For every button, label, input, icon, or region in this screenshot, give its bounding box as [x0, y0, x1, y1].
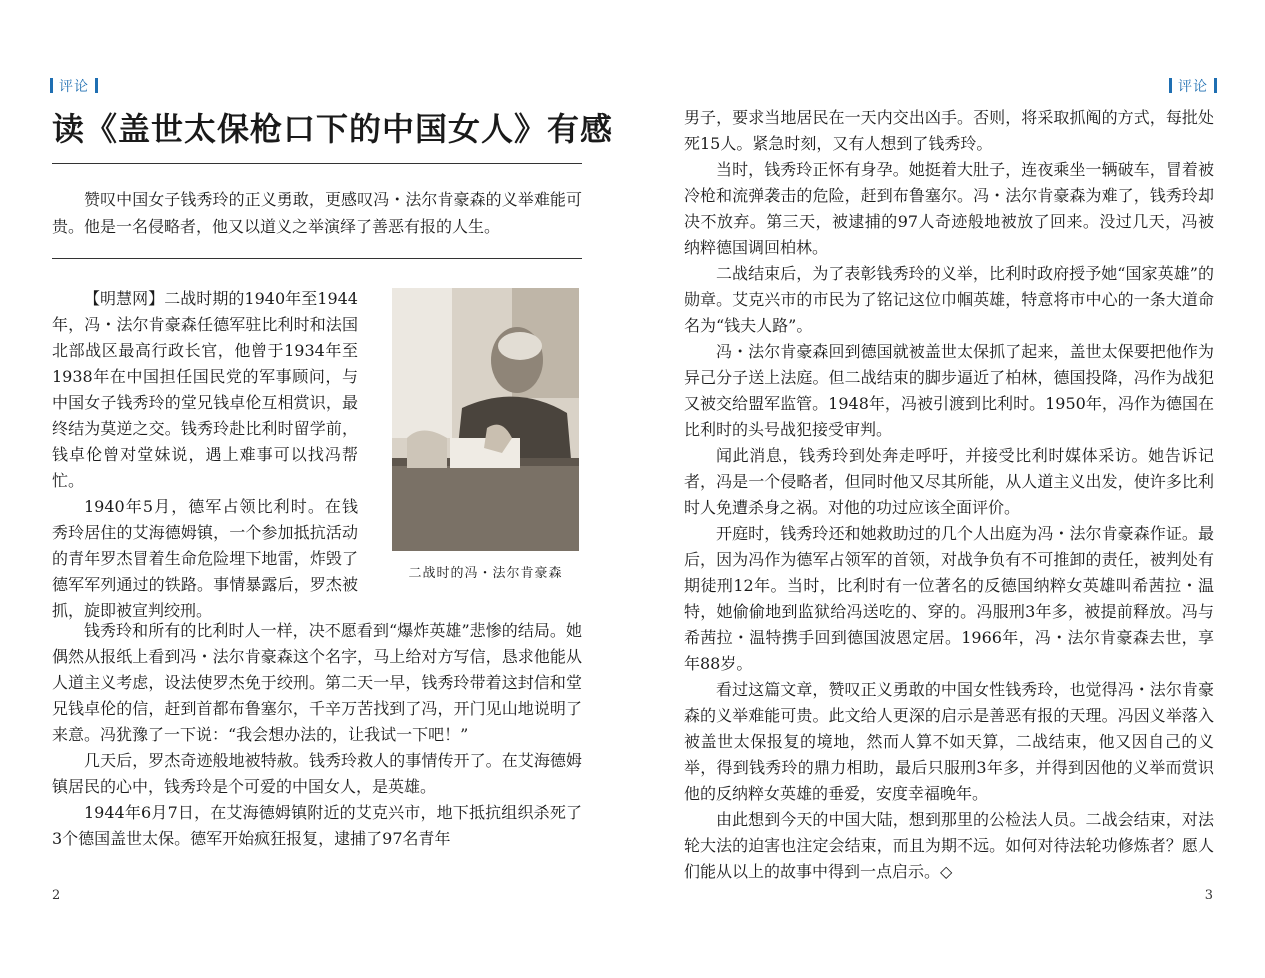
- body-paragraph: 闻此消息，钱秀玲到处奔走呼吁，并接受比利时媒体采访。她告诉记者，冯是一个侵略者，但同时他又尽其所能，从人道主义出发，使许多比利时人免遭杀身之祸。对他的功过应该全面评价。: [684, 446, 1214, 517]
- body-paragraph: 男子，要求当地居民在一天内交出凶手。否则，将采取抓阄的方式，每批处死15人。紧急时刻，又有人想到了钱秀玲。: [684, 108, 1214, 153]
- lead-summary: [52, 186, 582, 240]
- body-paragraph: 当时，钱秀玲正怀有身孕。她挺着大肚子，连夜乘坐一辆破车，冒着被冷枪和流弹袭击的危险，赶到布鲁塞尔。冯・法尔肯豪森为难了，钱秀玲却决不放弃。第三天，被逮捕的97人奇迹般地被放了回来。没过几天，冯被纳粹德国调回柏林。: [684, 160, 1214, 257]
- section-label: 评论: [59, 79, 89, 95]
- photo-figure: [392, 288, 579, 581]
- body-paragraph: 【明慧网】二战时期的1940年至1944年，冯・法尔肯豪森任德军驻比利时和法国北部战区最高行政长官，他曾于1934年至1938年在中国担任国民党的军事顾问，与中国女子钱秀玲的堂兄钱卓伦互相赏识，最终结为莫逆之交。钱秀玲赴比利时留学前，钱卓伦曾对堂妹说，遇上难事可以找冯帮忙。: [52, 289, 358, 490]
- body-paragraph: 几天后，罗杰奇迹般地被特赦。钱秀玲救人的事情传开了。在艾海德姆镇居民的心中，钱秀玲是个可爱的中国女人，是英雄。: [52, 751, 582, 796]
- body-paragraph: 冯・法尔肯豪森回到德国就被盖世太保抓了起来，盖世太保要把他作为异己分子送上法庭。但二战结束的脚步逼近了柏林，德国投降，冯作为战犯又被交给盟军监管。1948年，冯被引渡到比利时。1950年，冯作为德国在比利时的头号战犯接受审判。: [684, 342, 1214, 439]
- article-title: 读《盖世太保枪口下的中国女人》有感: [52, 110, 614, 148]
- body-paragraph: 1940年5月，德军占领比利时。在钱秀玲居住的艾海德姆镇，一个参加抵抗活动的青年罗杰冒着生命危险埋下地雷，炸毁了德军军列通过的铁路。事情暴露后，罗杰被抓，旋即被宣判绞刑。: [52, 497, 358, 620]
- body-column-right: [684, 105, 1214, 885]
- body-paragraph: 由此想到今天的中国大陆，想到那里的公检法人员。二战会结束，对法轮大法的迫害也注定会结束，而且为期不远。如何对待法轮功修炼者？愿人们能从以上的故事中得到一点启示。◇: [684, 810, 1214, 881]
- body-paragraph: 钱秀玲和所有的比利时人一样，决不愿看到“爆炸英雄”悲惨的结局。她偶然从报纸上看到冯・法尔肯豪森这个名字，马上给对方写信，恳求他能从人道主义考虑，设法使罗杰免于绞刑。第二天一早，钱秀玲带着这封信和堂兄钱卓伦的信，赶到首都布鲁塞尔，千辛万苦找到了冯，开门见山地说明了来意。冯犹豫了一下说：“我会想办法的，让我试一下吧！”: [52, 621, 582, 744]
- body-paragraph: 1944年6月7日，在艾海德姆镇附近的艾克兴市，地下抵抗组织杀死了3个德国盖世太保。德军开始疯狂报复，逮捕了97名青年: [52, 803, 582, 848]
- left-page: [0, 0, 632, 978]
- body-column-wide: [52, 618, 582, 852]
- section-tag: [1169, 76, 1217, 96]
- divider: [52, 163, 582, 164]
- portrait-illustration: [392, 288, 579, 551]
- page-number: 3: [1204, 888, 1213, 903]
- body-paragraph: 看过这篇文章，赞叹正义勇敢的中国女性钱秀玲，也觉得冯・法尔肯豪森的义举难能可贵。此文给人更深的启示是善恶有报的天理。冯因义举落入被盖世太保报复的境地，然而人算不如天算，二战结束，他又因自己的义举，得到钱秀玲的鼎力相助，最后只服刑3年多，并得到因他的义举而赏识他的反纳粹女英雄的垂爱，安度幸福晚年。: [684, 680, 1214, 803]
- lead-text: 赞叹中国女子钱秀玲的正义勇敢，更感叹冯・法尔肯豪森的义举难能可贵。他是一名侵略者，他又以道义之举演绎了善恶有报的人生。: [52, 190, 582, 236]
- page-number: 2: [52, 888, 61, 903]
- section-bar: [50, 78, 53, 93]
- divider: [52, 258, 582, 259]
- section-bar: [95, 78, 98, 93]
- body-paragraph: 开庭时，钱秀玲还和她救助过的几个人出庭为冯・法尔肯豪森作证。最后，因为冯作为德军占领军的首领，对战争负有不可推卸的责任，被判处有期徒刑12年。当时，比利时有一位著名的反德国纳粹女英雄叫希茜拉・温特，她偷偷地到监狱给冯送吃的、穿的。冯服刑3年多，被提前释放。冯与希茜拉・温特携手回到德国波恩定居。1966年，冯・法尔肯豪森去世，享年88岁。: [684, 524, 1214, 673]
- portrait-photo: [392, 288, 579, 551]
- section-tag: [50, 76, 98, 96]
- body-paragraph: 二战结束后，为了表彰钱秀玲的义举，比利时政府授予她“国家英雄”的勋章。艾克兴市的市民为了铭记这位巾帼英雄，特意将市中心的一条大道命名为“钱夫人路”。: [684, 264, 1214, 335]
- section-bar: [1169, 78, 1172, 93]
- section-label: 评论: [1178, 79, 1208, 95]
- body-column-narrow: [52, 286, 358, 624]
- section-bar: [1214, 78, 1217, 93]
- photo-caption: 二战时的冯・法尔肯豪森: [408, 566, 563, 581]
